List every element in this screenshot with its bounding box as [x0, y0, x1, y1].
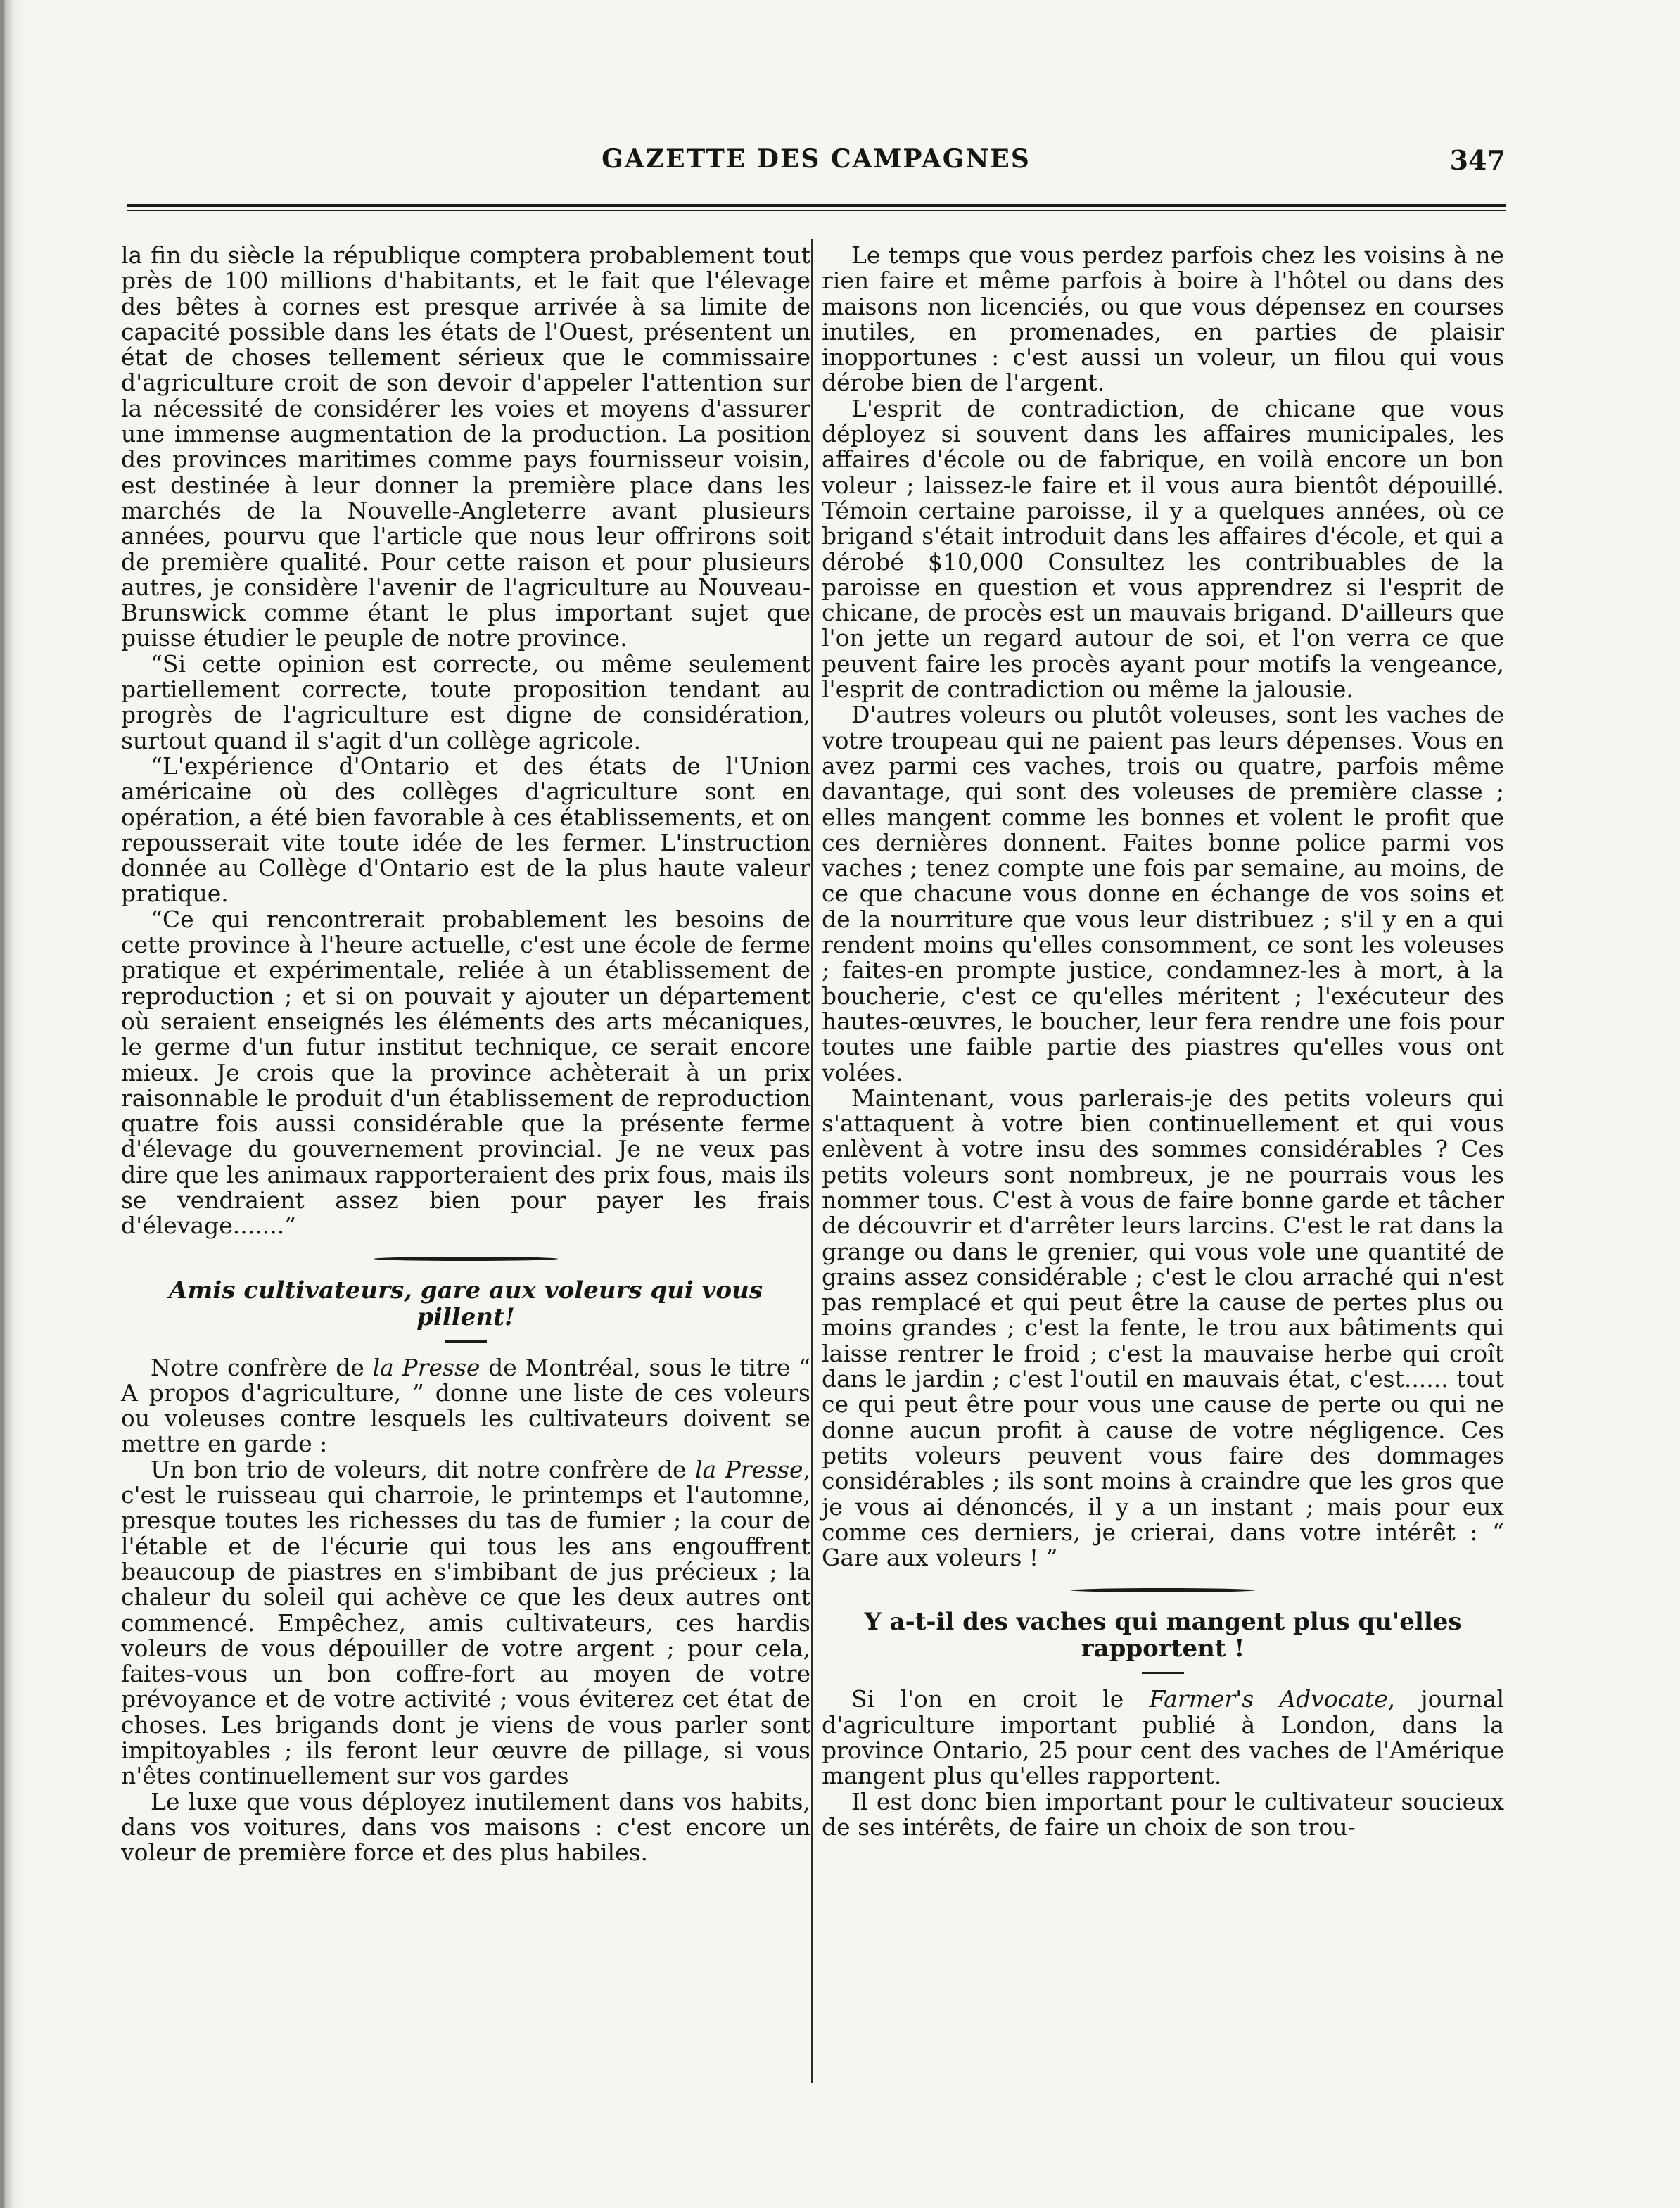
paragraph: Notre confrère de la Presse de Montréal, sous le titre “ A propos d'agriculture, ” donne une liste de ces voleurs ou voleuses contre lesquels les cultivateurs doivent se mettre en garde : [121, 1353, 810, 1458]
article-heading: Y a-t-il des vaches qui mangent plus qu'elles rapportent ! [864, 1608, 1462, 1663]
paragraph: D'autres voleurs ou plutôt voleuses, sont les vaches de votre troupeau qui ne paient pas leurs dépenses. Vous en avez parmi ces vaches, trois ou quatre, parfois même davantage, qui sont des voleuses de première classe ; elles mangent comme les bonnes et volent le profit que ces dernières donnent. Faites bonne police parmi vos vaches ; tenez compte une fois par semaine, au moins, de ce que chacune vous donne en échange de vos soins et de la nourriture que vous leur distribuez ; s'il y en a qui rendent moins qu'elles consomment, ce sont les voleuses ; faites-en prompte justice, condamnez-les à mort, à la boucherie, c'est ce qu'elles méritent ; l'exécuteur des hautes-œuvres, le boucher, leur fera rendre une fois pour toutes une faible partie des piastres qu'elles vous ont volées. [822, 701, 1504, 1086]
article-heading: Amis cultivateurs, gare aux voleurs qui vous pillent! [169, 1276, 763, 1331]
paragraph: “Si cette opinion est correcte, ou même seulement partiellement correcte, toute proposition tendant au progrès de l'agriculture est digne de considération, surtout quand il s'agit d'un collège agricole. [121, 649, 810, 754]
running-header [127, 144, 1506, 186]
paragraph: Le temps que vous perdez parfois chez les voisins à ne rien faire et même parfois à boire à l'hôtel ou dans des maisons non licenciés, ou que vous dépensez en courses inutiles, en promenades, en parties de plaisir inopportunes : c'est aussi un voleur, un filou qui vous dérobe bien de l'argent. [822, 241, 1504, 397]
right-column [822, 243, 1504, 1840]
paragraph: Il est donc bien important pour le cultivateur soucieux de ses intérêts, de faire un choix de son trou- [822, 1787, 1504, 1841]
header-double-rule [127, 204, 1506, 211]
heading-short-rule [822, 1672, 1504, 1674]
paragraph: “Ce qui rencontrerait probablement les besoins de cette province à l'heure actuelle, c'est une école de ferme pratique et expérimentale, reliée à un établissement de reproduction ; et si on pouvait y ajouter un département où seraient enseignés les éléments des arts mécaniques, le germe d'un futur institut technique, ce serait encore mieux. Je crois que la province achèterait à un prix raisonnable le produit d'un établissement de reproduction quatre fois aussi considérable que la présente ferme d'élevage du gouvernement provincial. Je ne veux pas dire que les animaux rapporteraient des prix fous, mais ils se vendraient assez bien pour payer les frais d'élevage.......” [121, 905, 810, 1240]
column-divider [811, 239, 813, 2083]
paragraph: la fin du siècle la république comptera probablement tout près de 100 millions d'habitants, et le fait que l'élevage des bêtes à cornes est presque arrivée à sa limite de capacité possible dans les états de l'Ouest, présentent un état de choses tellement sérieux que le commissaire d'agriculture croit de son devoir d'appeler l'attention sur la nécessité de considérer les voies et moyens d'assurer une immense augmentation de la production. La position des provinces maritimes comme pays fournisseur voisin, est destinée à leur donner la première place dans les marchés de la Nouvelle-Angleterre avant plusieurs années, pourvu que l'article que nous leur offrirons soit de première qualité. Pour cette raison et pour plusieurs autres, je considère l'avenir de l'agriculture au Nouveau-Brunswick comme étant le plus important sujet que puisse étudier le peuple de notre province. [121, 241, 810, 652]
paragraph: Maintenant, vous parlerais-je des petits voleurs qui s'attaquent à votre bien continuellement et qui vous enlèvent à votre insu des sommes considérables ? Ces petits voleurs sont nombreux, je ne pourrais vous les nommer tous. C'est à vous de faire bonne garde et tâcher de découvrir et d'arrêter leurs larcins. C'est le rat dans la grange ou dans le grenier, qui vous vole une quantité de grains assez considérable ; c'est le clou arraché qui n'est pas remplacé et qui peut être la cause de pertes plus ou moins grandes ; c'est la fente, le trou aux bâtiments qui laisse rentrer le froid ; c'est la mauvaise herbe qui croît dans le jardin ; c'est l'outil en mauvais état, c'est...... tout ce qui peut être pour vous une cause de perte ou qui ne donne aucun profit à cause de votre négligence. Ces petits voleurs peuvent vous faire des dommages considérables ; ils sont moins à craindre que les gros que je vous ai dénoncés, il y a un instant ; mais pour eux comme ces derniers, je crierai, dans votre intérêt : “ Gare aux voleurs ! ” [822, 1084, 1504, 1572]
section-ornament-rule [121, 1257, 810, 1260]
journal-title: GAZETTE DES CAMPAGNES [602, 144, 1031, 174]
paragraph: L'esprit de contradiction, de chicane que vous déployez si souvent dans les affaires municipales, les affaires d'école ou de fabrique, en voilà encore un bon voleur ; laissez-le faire et il vous aura bientôt dépouillé. Témoin certaine paroisse, il y a quelques années, où ce brigand s'était introduit dans les affaires d'école, et qui a dérobé $10,000 Consultez les contribuables de la paroisse en question et vous apprendrez si l'esprit de chicane, de procès est un mauvais brigand. D'ailleurs que l'on jette un regard autour de soi, et l'on verra ce que peuvent faire les procès ayant pour motifs la vengeance, l'esprit de contradiction ou même la jalousie. [822, 394, 1504, 704]
paragraph: Si l'on en croit le Farmer's Advocate, journal d'agriculture important publié à London, dans la province Ontario, 25 pour cent des vaches de l'Amérique mangent plus qu'elles rapportent. [822, 1685, 1504, 1790]
paragraph: Le luxe que vous déployez inutilement dans vos habits, dans vos voitures, dans vos maisons : c'est encore un voleur de première force et des plus habiles. [121, 1787, 810, 1867]
page-number: 347 [1449, 144, 1506, 176]
paragraph: Un bon trio de voleurs, dit notre confrère de la Presse, c'est le ruisseau qui charroie, le printemps et l'automne, presque toutes les richesses du tas de fumier ; la cour de l'étable et de l'écurie qui tous les ans engouffrent beaucoup de piastres en s'imbibant de jus précieux ; la chaleur du soleil qui achève ce que les deux autres ont commencé. Empêchez, amis cultivateurs, ces hardis voleurs de vous dépouiller de votre argent ; pour cela, faites-vous un bon coffre-fort au moyen de votre prévoyance et de votre activité ; vous éviterez cet état de choses. Les brigands dont je viens de vous parler sont impitoyables ; ils feront leur œuvre de pillage, si vous n'êtes continuellement sur vos gardes [121, 1455, 810, 1790]
page-binding-edge [0, 0, 27, 2208]
section-ornament-rule [822, 1589, 1504, 1592]
paragraph: “L'expérience d'Ontario et des états de l'Union américaine où des collèges d'agriculture sont en opération, a été bien favorable à ces établissements, et on repousserait vite toute idée de les fermer. L'instruction donnée au Collège d'Ontario est de la plus haute valeur pratique. [121, 751, 810, 908]
left-column [121, 243, 810, 1866]
heading-short-rule [121, 1340, 810, 1343]
